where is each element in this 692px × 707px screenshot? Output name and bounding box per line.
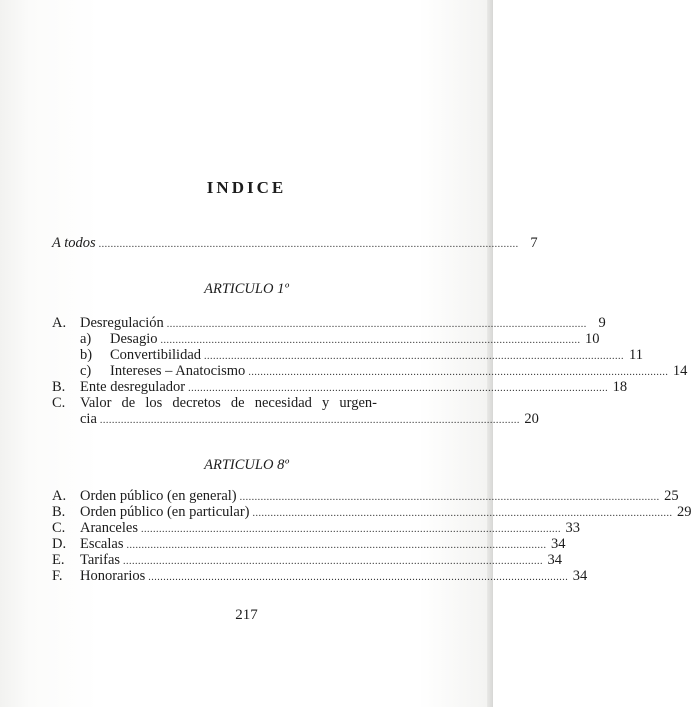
toc-mark: D. <box>52 536 67 552</box>
section-heading-articulo-1: ARTICULO 1º <box>204 281 289 297</box>
toc-entry-label: Escalas <box>80 536 124 552</box>
toc-entry-label-line1: Valor de los decretos de necesidad y urgen- <box>80 395 377 411</box>
toc-entry-label: Orden público (en particular) <box>80 504 250 520</box>
leader-dots: ............................................................................................................................................ <box>252 508 673 519</box>
toc-entry-label: Tarifas <box>80 552 121 568</box>
leader-dots: ............................................................................................................................................ <box>99 415 520 426</box>
toc-entry-label: Aranceles <box>80 520 138 536</box>
leader-dots: ............................................................................................................................................ <box>166 319 587 330</box>
toc-mark: b) <box>80 347 93 363</box>
leader-dots: ............................................................................................................................................ <box>126 540 547 551</box>
toc-entry-a-todos <box>52 235 538 253</box>
toc-entry-label: Orden público (en general) <box>80 488 237 504</box>
toc-entry-page: 7 <box>530 235 538 251</box>
leader-dots: ............................................................................................................................................ <box>239 492 660 503</box>
toc-entry-label: Intereses – Anatocismo <box>110 363 246 379</box>
section-heading-articulo-8: ARTICULO 8º <box>204 457 289 473</box>
toc-entry-label: Ente desregulador <box>80 379 186 395</box>
leader-dots: ............................................................................................................................................ <box>140 524 561 535</box>
toc-entry-label: A todos <box>52 235 96 251</box>
toc-entry-page: 34 <box>572 568 588 584</box>
page-number: 217 <box>235 607 258 623</box>
toc-entry-label: Desagio <box>110 331 158 347</box>
leader-dots: ............................................................................................................................................ <box>98 239 519 250</box>
toc-mark: C. <box>52 395 66 411</box>
toc-entry-page: 25 <box>664 488 679 504</box>
toc-entry-page: 10 <box>585 331 600 347</box>
toc-entry-label: Convertibilidad <box>110 347 202 363</box>
toc-entry-page: 34 <box>547 552 563 568</box>
toc-mark: A. <box>52 488 67 504</box>
toc-mark: B. <box>52 379 66 395</box>
toc-entry-page: 33 <box>565 520 580 536</box>
toc-mark: A. <box>52 315 67 331</box>
leader-dots: ............................................................................................................................................ <box>123 556 544 567</box>
leader-dots: ............................................................................................................................................ <box>204 351 625 362</box>
toc-entry-label: Desregulación <box>80 315 164 331</box>
toc-mark: B. <box>52 504 66 520</box>
toc-mark: C. <box>52 520 66 536</box>
toc-entry <box>80 568 588 586</box>
toc-entry-page: 11 <box>629 347 644 363</box>
toc-entry-page: 29 <box>677 504 692 520</box>
toc-entry-page: 14 <box>672 363 688 379</box>
toc-entry-label: Honorarios <box>80 568 146 584</box>
toc-entry-page: 18 <box>612 379 628 395</box>
toc-mark: E. <box>52 552 65 568</box>
toc-entry-page: 34 <box>550 536 566 552</box>
toc-entry <box>80 411 539 429</box>
leader-dots: ............................................................................................................................................ <box>148 572 569 583</box>
leader-dots: ............................................................................................................................................ <box>248 367 669 378</box>
toc-mark: a) <box>80 331 92 347</box>
leader-dots: ............................................................................................................................................ <box>188 383 609 394</box>
toc-entry-page: 9 <box>598 315 606 331</box>
index-title: INDICE <box>206 178 287 197</box>
toc-entry-page: 20 <box>524 411 539 427</box>
toc-mark: c) <box>80 363 92 379</box>
toc-entry-label-line2: cia <box>80 411 97 427</box>
toc-mark: F. <box>52 568 63 584</box>
leader-dots: ............................................................................................................................................ <box>160 335 581 346</box>
